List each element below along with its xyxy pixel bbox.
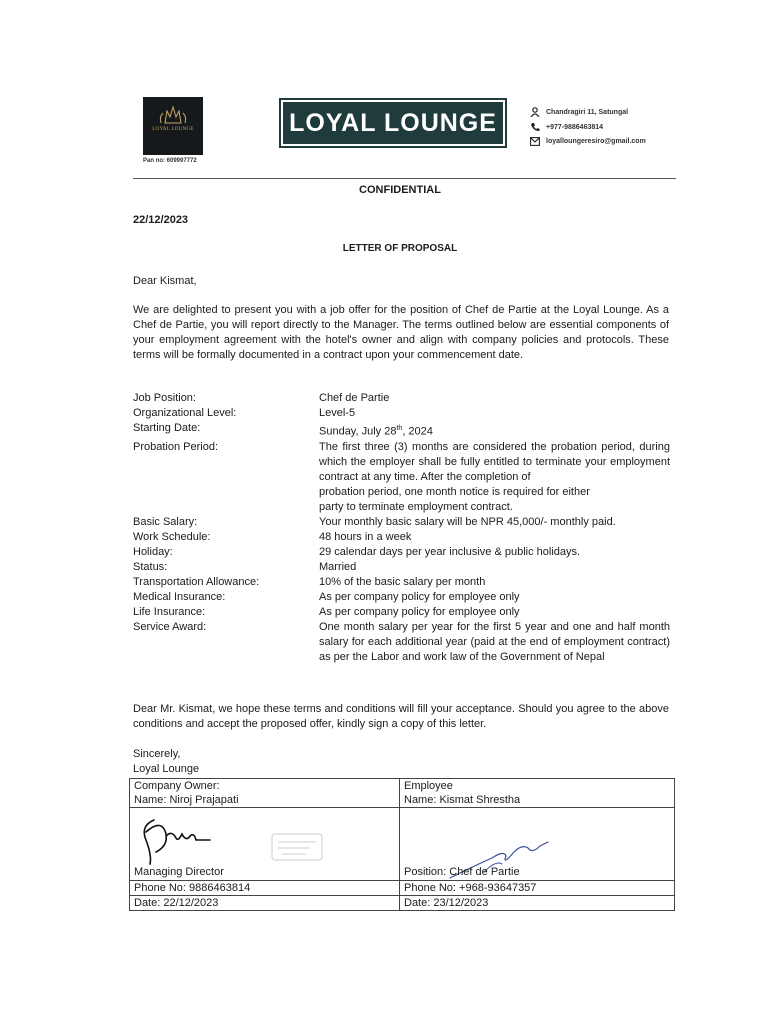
term-label: Probation Period: [133, 440, 218, 453]
crown-icon [143, 97, 203, 127]
term-row-level [133, 406, 670, 421]
letter-title: LETTER OF PROPOSAL [342, 243, 458, 254]
letter-date: 22/12/2023 [133, 214, 189, 226]
pan-number: Pan no: 609997772 [143, 158, 197, 164]
term-label: Holiday: [133, 545, 173, 558]
mail-icon [530, 137, 540, 146]
phone-text: +977-9886463814 [546, 123, 604, 131]
owner-phone: Phone No: 9886463814 [130, 881, 400, 896]
address-text: Chandragiri 11, Satungal [546, 108, 629, 116]
term-value: 29 calendar days per year inclusive & public holidays. [319, 545, 581, 558]
term-row-medical-insurance [133, 590, 670, 605]
term-value: Married [319, 560, 357, 573]
table-row [130, 808, 675, 881]
phone-icon [530, 122, 540, 132]
terms-list [133, 391, 670, 665]
term-label: Transportation Allowance: [133, 575, 260, 588]
term-label: Status: [133, 560, 168, 573]
owner-date: Date: 22/12/2023 [130, 896, 400, 911]
start-date-year: , 2024 [402, 425, 433, 438]
term-row-basic-salary [133, 515, 670, 530]
owner-signature-image [136, 812, 216, 868]
term-label: Starting Date: [133, 422, 201, 434]
term-label: Work Schedule: [133, 530, 211, 543]
term-row-holiday [133, 545, 670, 560]
confidential-label: CONFIDENTIAL [359, 184, 441, 196]
header-divider [133, 178, 676, 179]
sincerely-text: Sincerely, [133, 748, 181, 760]
employee-signature-cell [400, 808, 675, 881]
probation-text-1: The first three (3) months are considered the probation period, during which the employer shall be fully entitled to terminate your employment contract at any time. After the completion of [319, 440, 670, 483]
employee-name: Name: Kismat Shrestha [404, 794, 521, 806]
term-value [319, 421, 670, 440]
term-row-status [133, 560, 670, 575]
start-date-main: Sunday, July 28 [319, 425, 397, 438]
term-value: Level-5 [319, 407, 356, 419]
contact-address [530, 107, 628, 117]
person-icon [530, 107, 540, 117]
term-row-transportation [133, 575, 670, 590]
sign-company: Loyal Lounge [133, 763, 200, 775]
owner-name: Name: Niroj Prajapati [134, 794, 239, 806]
term-value: As per company policy for employee only [319, 590, 520, 603]
term-label: Basic Salary: [133, 515, 198, 528]
term-value: Your monthly basic salary will be NPR 45,000/- monthly paid. [319, 515, 616, 528]
probation-text-2: probation period, one month notice is required for either [319, 485, 590, 498]
owner-role: Managing Director [134, 866, 224, 878]
term-value: 10% of the basic salary per month [319, 575, 486, 588]
term-row-life-insurance [133, 605, 670, 620]
owner-heading-text: Company Owner: [134, 780, 220, 792]
contact-email [530, 137, 646, 146]
term-row-probation [133, 440, 670, 515]
term-value: As per company policy for employee only [319, 605, 520, 618]
term-label: Life Insurance: [133, 605, 206, 618]
owner-heading [130, 779, 400, 808]
signature-table [129, 778, 675, 911]
intro-paragraph: We are delighted to present you with a job offer for the position of Chef de Partie at the Loyal Lounge. As a Chef de Partie, you will report directly to the Manager. The terms outlined below are essential components of your employment agreement with the hotel's owner and align with company policies and protocols. These terms will be formally documented in a contract upon your commencement date. [133, 304, 669, 361]
table-row [130, 779, 675, 808]
term-row-work-schedule [133, 530, 670, 545]
term-value [319, 440, 670, 515]
employee-phone: Phone No: +968-93647357 [400, 881, 675, 896]
term-value: One month salary per year for the first 5 year and one and half month salary for each additional year (paid at the end of employment contract) as per the Labor and work law of the Government of Nepal [319, 620, 670, 663]
contact-phone [530, 122, 603, 132]
term-row-starting-date [133, 421, 670, 440]
term-label: Service Award: [133, 620, 207, 633]
probation-text-3: party to terminate employment contract. [319, 500, 513, 513]
term-row-service-award [133, 620, 670, 665]
logo-text: LOYAL LOUNGE [152, 127, 194, 132]
employee-heading [400, 779, 675, 808]
term-label: Job Position: [133, 392, 196, 404]
greeting: Dear Kismat, [133, 275, 197, 287]
table-row [130, 881, 675, 896]
start-date-ordinal: th [396, 425, 403, 432]
term-value: Chef de Partie [319, 392, 390, 404]
brand-banner [279, 98, 507, 148]
term-label: Medical Insurance: [133, 590, 226, 603]
email-text: loyalloungeresiro@gmail.com [546, 138, 646, 145]
owner-signature-cell [130, 808, 400, 881]
employee-date: Date: 23/12/2023 [400, 896, 675, 911]
table-row [130, 896, 675, 911]
company-stamp-image [258, 816, 338, 876]
banner-title: LOYAL LOUNGE [283, 102, 503, 144]
term-value: 48 hours in a week [319, 530, 412, 543]
employee-role: Position: Chef de Partie [404, 866, 520, 878]
term-label: Organizational Level: [133, 407, 237, 419]
company-logo [143, 97, 203, 155]
term-row-job-position [133, 391, 670, 406]
employee-heading-text: Employee [404, 780, 453, 792]
closing-paragraph: Dear Mr. Kismat, we hope these terms and conditions will fill your acceptance. Should you agree to the above conditions and accept the proposed offer, kindly sign a copy of this letter. [133, 703, 669, 730]
